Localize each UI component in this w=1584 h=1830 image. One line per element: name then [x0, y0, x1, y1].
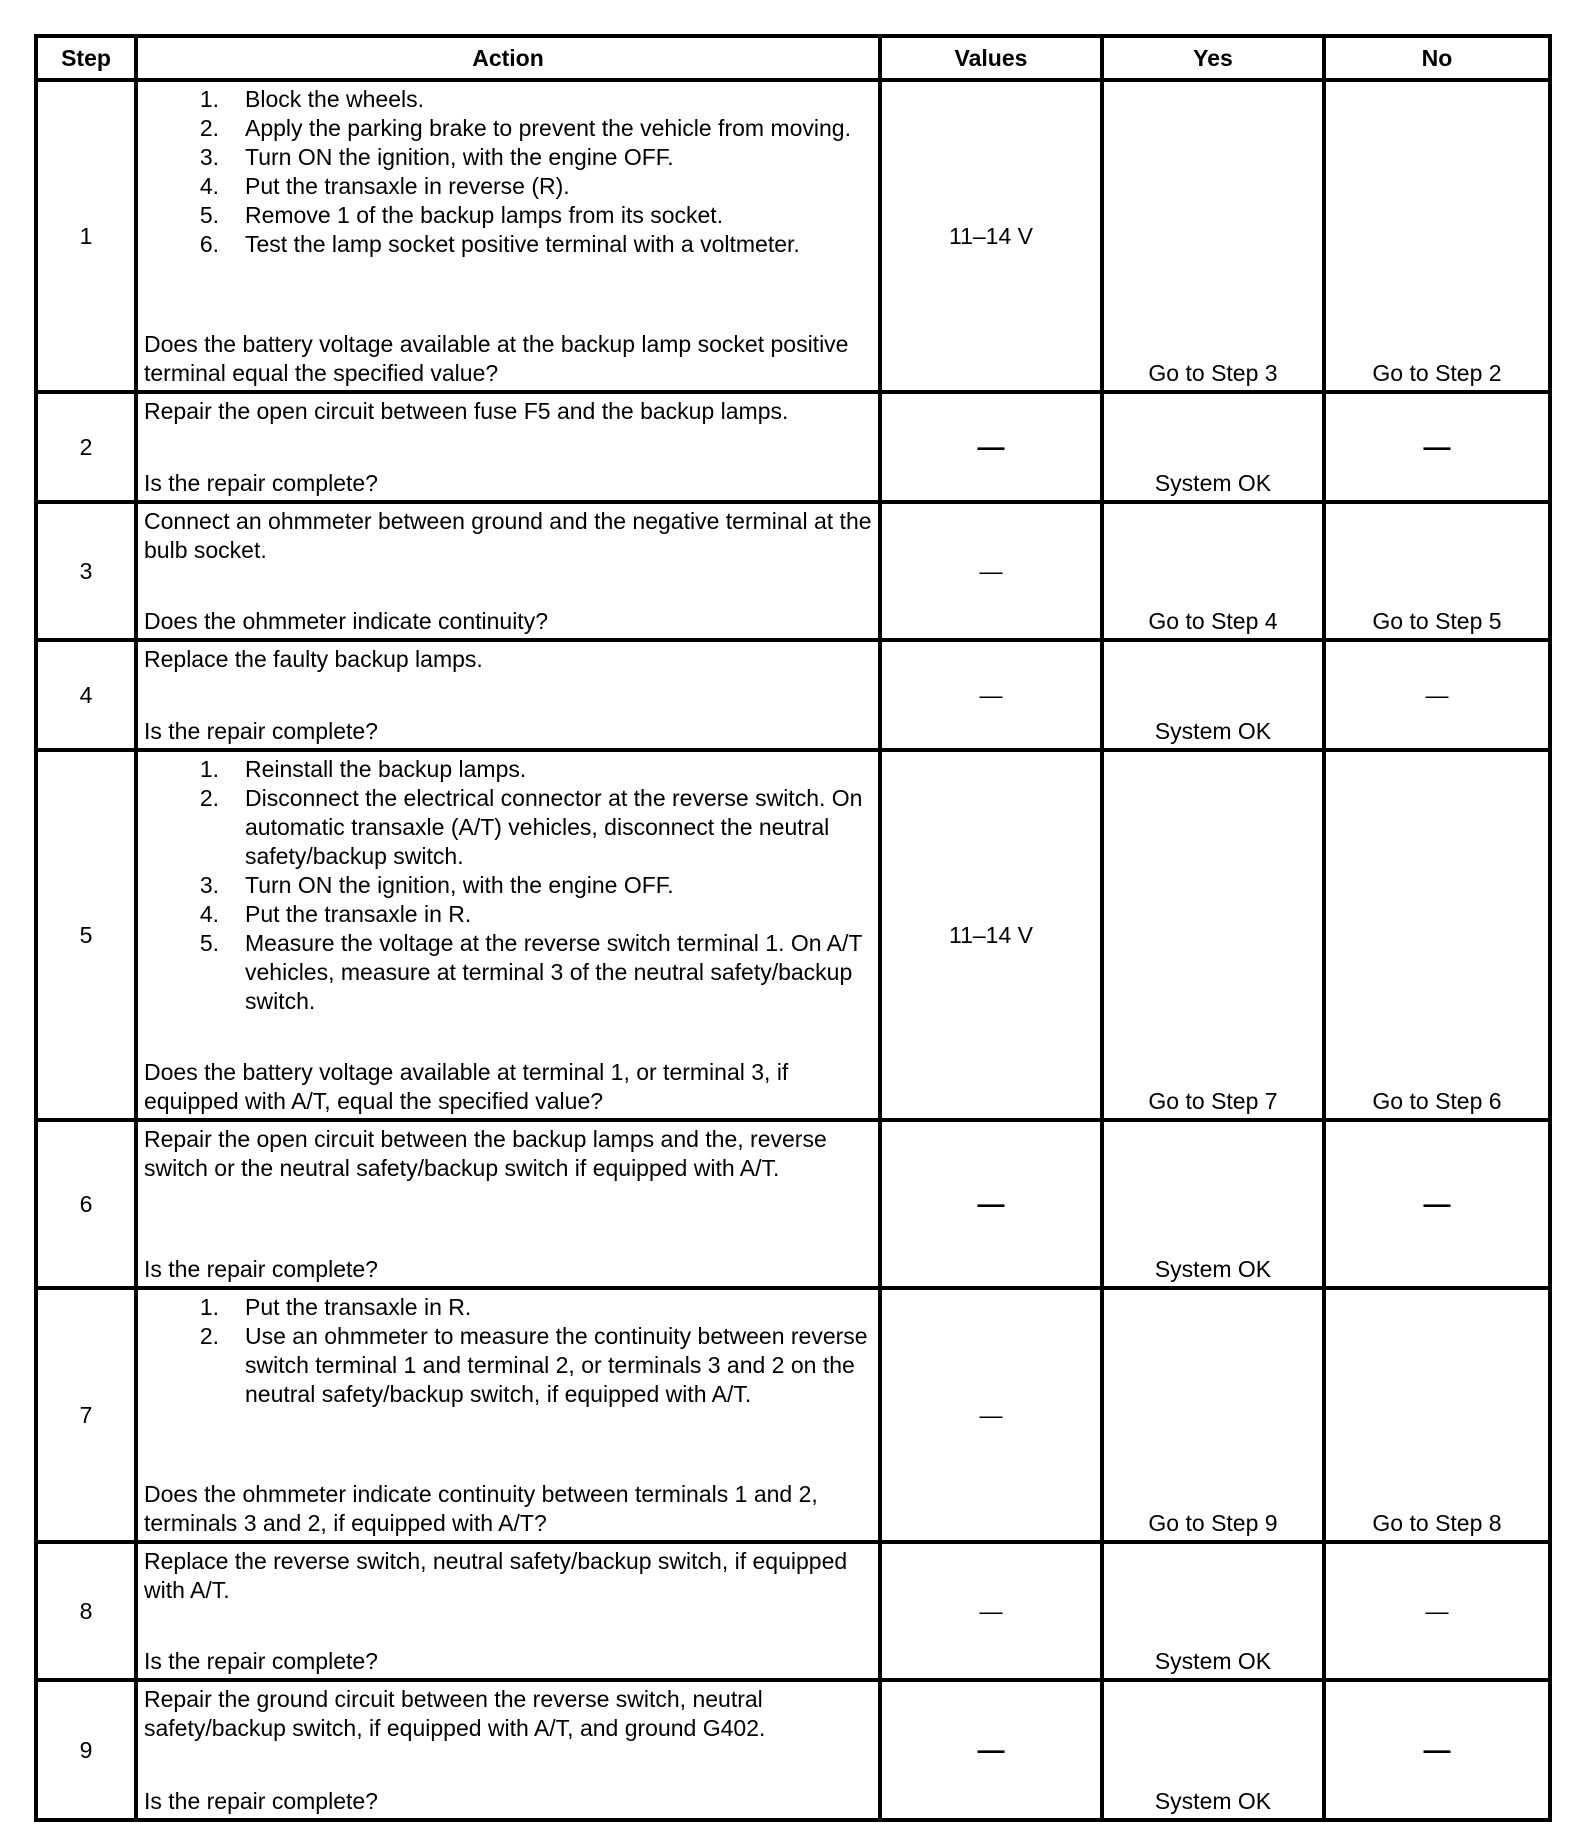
table-row: [36, 1542, 1550, 1680]
list-item: 2. Use an ohmmeter to measure the continuity between reverse switch terminal 1 and terminal 2, or terminals 3 and 2 on the neutral safety/backup switch, if equipped with A/T.: [199, 1323, 868, 1407]
action-cell: [136, 80, 880, 392]
action-cell: [136, 640, 880, 750]
step-number: 3: [36, 502, 136, 640]
yes-cell: System OK: [1102, 1680, 1324, 1820]
list-item: 5. Measure the voltage at the reverse switch terminal 1. On A/T vehicles, measure at terminal 3 of the neutral safety/backup switch.: [199, 930, 863, 1014]
yes-cell: Go to Step 4: [1102, 502, 1324, 640]
action-question: Does the ohmmeter indicate continuity?: [144, 608, 548, 634]
yes-cell: System OK: [1102, 1542, 1324, 1680]
action-cell: [136, 1542, 880, 1680]
value-cell: —: [880, 1680, 1102, 1820]
action-cell: [136, 502, 880, 640]
step-number: 6: [36, 1120, 136, 1288]
header-row: [36, 36, 1550, 80]
header-no: No: [1324, 36, 1550, 80]
list-item: 1. Put the transaxle in R.: [199, 1294, 472, 1320]
value-cell: 11–14 V: [880, 750, 1102, 1120]
value-cell: —: [880, 1542, 1102, 1680]
table-row: [36, 502, 1550, 640]
header-values: Values: [880, 36, 1102, 80]
no-cell: Go to Step 2: [1324, 80, 1550, 392]
value-cell: —: [880, 640, 1102, 750]
yes-cell: System OK: [1102, 1120, 1324, 1288]
step-number: 7: [36, 1288, 136, 1542]
step-number: 4: [36, 640, 136, 750]
value-cell: 11–14 V: [880, 80, 1102, 392]
value-cell: —: [880, 1288, 1102, 1542]
action-steps: [144, 755, 872, 1016]
no-cell: —: [1324, 1120, 1550, 1288]
action-question: Is the repair complete?: [144, 1256, 378, 1282]
header-step: Step: [36, 36, 136, 80]
step-number: 9: [36, 1680, 136, 1820]
table-row: [36, 750, 1550, 1120]
action-question: Does the ohmmeter indicate continuity between terminals 1 and 2, terminals 3 and 2, if equipped with A/T?: [144, 1481, 818, 1536]
table-row: [36, 640, 1550, 750]
list-item: 5. Remove 1 of the backup lamps from its socket.: [199, 202, 724, 228]
list-item: 4. Put the transaxle in R.: [199, 901, 472, 927]
list-item: 1. Block the wheels.: [199, 86, 424, 112]
action-text: Repair the open circuit between the backup lamps and the, reverse switch or the neutral safety/backup switch if equipped with A/T.: [144, 1126, 827, 1181]
step-number: 5: [36, 750, 136, 1120]
yes-cell: Go to Step 7: [1102, 750, 1324, 1120]
action-cell: [136, 1120, 880, 1288]
yes-cell: System OK: [1102, 392, 1324, 502]
list-item: 2. Apply the parking brake to prevent the vehicle from moving.: [199, 115, 851, 141]
action-question: Is the repair complete?: [144, 470, 378, 496]
no-cell: Go to Step 6: [1324, 750, 1550, 1120]
header-yes: Yes: [1102, 36, 1324, 80]
list-item: 2. Disconnect the electrical connector at the reverse switch. On automatic transaxle (A/T) vehicles, disconnect the neutral safety/backup switch.: [199, 785, 863, 869]
value-cell: —: [880, 502, 1102, 640]
action-text: Replace the reverse switch, neutral safety/backup switch, if equipped with A/T.: [144, 1548, 848, 1603]
action-question: Is the repair complete?: [144, 1788, 378, 1814]
action-question: Is the repair complete?: [144, 1648, 378, 1674]
action-steps: [144, 85, 872, 259]
table-row: [36, 1288, 1550, 1542]
action-cell: [136, 1288, 880, 1542]
action-question: Does the battery voltage available at terminal 1, or terminal 3, if equipped with A/T, equal the specified value?: [144, 1059, 789, 1114]
action-text: Replace the faulty backup lamps.: [144, 646, 483, 672]
yes-cell: System OK: [1102, 640, 1324, 750]
no-cell: Go to Step 5: [1324, 502, 1550, 640]
table-row: [36, 80, 1550, 392]
table-row: [36, 392, 1550, 502]
list-item: 1. Reinstall the backup lamps.: [199, 756, 527, 782]
list-item: 4. Put the transaxle in reverse (R).: [199, 173, 570, 199]
no-cell: —: [1324, 1680, 1550, 1820]
step-number: 8: [36, 1542, 136, 1680]
step-number: 1: [36, 80, 136, 392]
step-number: 2: [36, 392, 136, 502]
action-question: Is the repair complete?: [144, 718, 378, 744]
yes-cell: Go to Step 3: [1102, 80, 1324, 392]
list-item: 3. Turn ON the ignition, with the engine OFF.: [199, 872, 674, 898]
action-text: Repair the ground circuit between the reverse switch, neutral safety/backup switch, if equipped with A/T, and ground G402.: [144, 1686, 766, 1741]
diagnostic-table: [34, 34, 1552, 1822]
action-text: Connect an ohmmeter between ground and the negative terminal at the bulb socket.: [144, 508, 872, 563]
action-cell: [136, 750, 880, 1120]
list-item: 6. Test the lamp socket positive terminal with a voltmeter.: [199, 231, 800, 257]
no-cell: —: [1324, 392, 1550, 502]
action-steps: [144, 1293, 872, 1409]
value-cell: —: [880, 392, 1102, 502]
action-question: Does the battery voltage available at the backup lamp socket positive terminal equal the specified value?: [144, 331, 849, 386]
action-text: Repair the open circuit between fuse F5 and the backup lamps.: [144, 398, 789, 424]
header-action: Action: [136, 36, 880, 80]
list-item: 3. Turn ON the ignition, with the engine OFF.: [199, 144, 674, 170]
table-row: [36, 1120, 1550, 1288]
value-cell: —: [880, 1120, 1102, 1288]
no-cell: —: [1324, 1542, 1550, 1680]
yes-cell: Go to Step 9: [1102, 1288, 1324, 1542]
table-row: [36, 1680, 1550, 1820]
no-cell: Go to Step 8: [1324, 1288, 1550, 1542]
no-cell: —: [1324, 640, 1550, 750]
action-cell: [136, 392, 880, 502]
action-cell: [136, 1680, 880, 1820]
